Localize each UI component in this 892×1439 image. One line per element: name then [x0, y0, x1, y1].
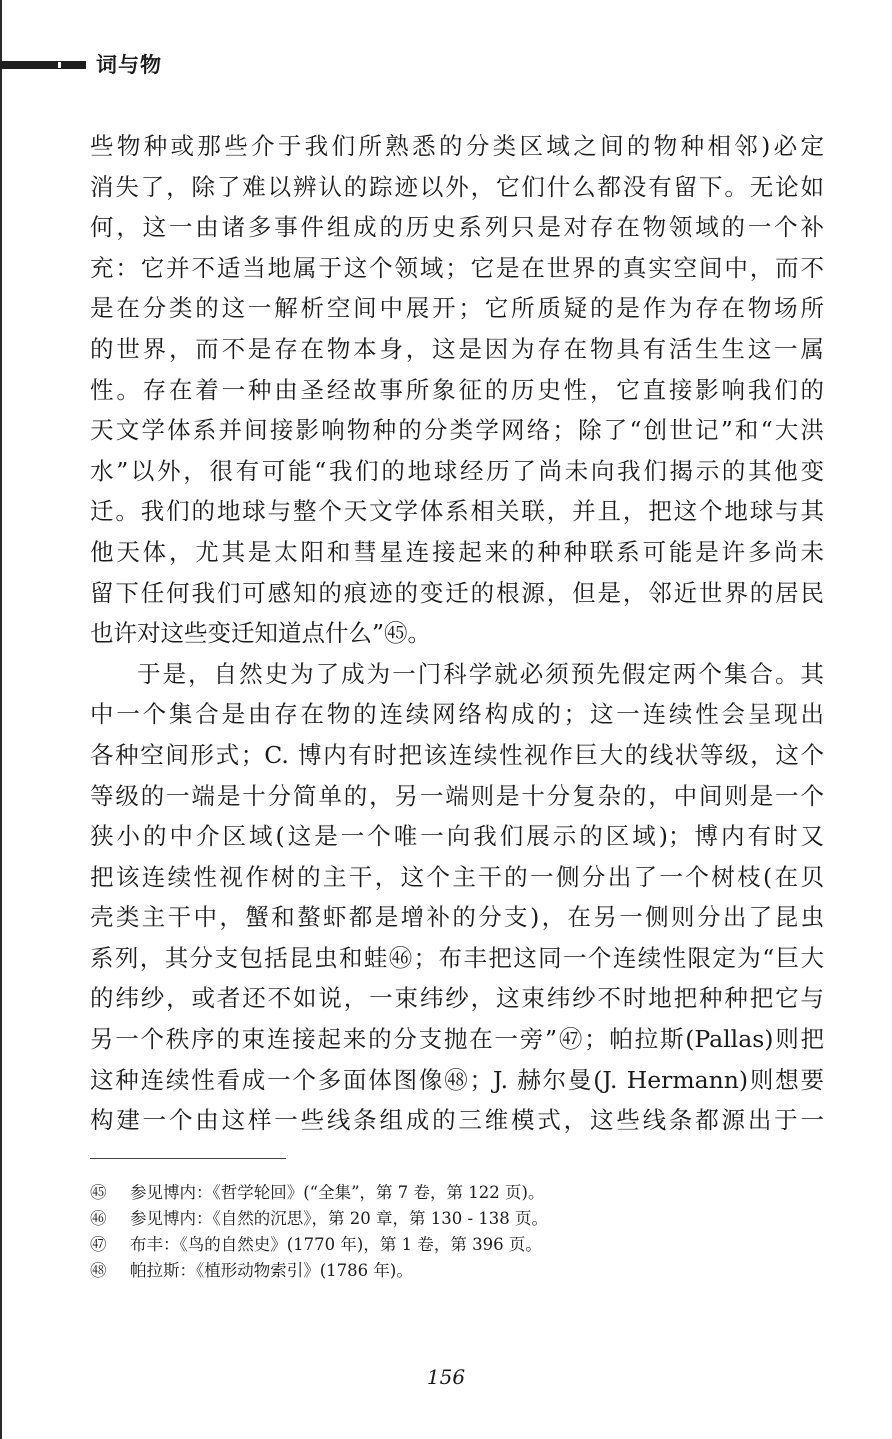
footnote-separator	[90, 1158, 286, 1159]
text-line: 的纬纱，或者还不如说，一束纬纱，这束纬纱不时地把种种把它与	[90, 984, 824, 1013]
footnote	[90, 1180, 824, 1206]
text-line: 这种连续性看成一个多面体图像㊽；J. 赫尔曼(J. Hermann)则想要	[90, 1065, 824, 1094]
footnote	[90, 1206, 824, 1232]
book-title: 词与物	[96, 53, 162, 77]
text-line: 把该连续性视作树的主干，这个主干的一侧分出了一个树枝(在贝	[90, 862, 824, 891]
text-line: 中一个集合是由存在物的连续网络构成的；这一连续性会呈现出	[90, 700, 824, 729]
text-line: 构建一个由这样一些线条组成的三维模式，这些线条都源出于一	[90, 1106, 824, 1135]
text-line: 壳类主干中，蟹和螯虾都是增补的分支)，在另一侧则分出了昆虫	[90, 903, 824, 932]
text-line: 狭小的中介区域(这是一个唯一向我们展示的区域)；博内有时又	[90, 822, 824, 851]
text-line: 消失了，除了难以辨认的踪迹以外，它们什么都没有留下。无论如	[90, 172, 824, 201]
text-line: 是在分类的这一解析空间中展开；它所质疑的是作为存在物场所	[90, 294, 824, 323]
footnote-text: 布丰：《鸟的自然史》(1770 年)，第 1 卷，第 396 页。	[130, 1235, 542, 1254]
text-line: 的世界，而不是存在物本身，这是因为存在物具有活生生这一属	[90, 334, 824, 363]
text-line: 另一个秩序的束连接起来的分支抛在一旁”㊼；帕拉斯(Pallas)则把	[90, 1025, 824, 1054]
text-line: 充：它并不适当地属于这个领域；它是在世界的真实空间中，而不	[90, 253, 824, 282]
paragraph-first-line: 于是，自然史为了成为一门科学就必须预先假定两个集合。其	[137, 659, 824, 688]
text-line: 等级的一端是十分简单的，另一端则是十分复杂的，中间则是一个	[90, 781, 824, 810]
text-line: 何，这一由诸多事件组成的历史系列只是对存在物领域的一个补	[90, 213, 824, 242]
footnote-text: 帕拉斯：《植形动物索引》(1786 年)。	[130, 1261, 413, 1280]
footnote-number: ㊺	[90, 1183, 107, 1202]
footnote-text: 参见博内：《哲学轮回》(“全集”，第 7 卷，第 122 页)。	[130, 1183, 545, 1202]
footnote-number: ㊽	[90, 1261, 107, 1280]
text-line: 天文学体系并间接影响物种的分类学网络；除了“创世记”和“大洪	[90, 416, 824, 445]
page-number: 156	[426, 1365, 466, 1389]
text-line: 留下任何我们可感知的痕迹的变迁的根源，但是，邻近世界的居民	[90, 578, 824, 607]
text-line: 性。存在着一种由圣经故事所象征的历史性，它直接影响我们的	[90, 375, 824, 404]
footnote-number: ㊻	[90, 1209, 107, 1228]
footnote-number: ㊼	[90, 1235, 107, 1254]
text-line: 迁。我们的地球与整个天文学体系相关联，并且，把这个地球与其	[90, 497, 824, 526]
text-line: 水”以外，很有可能“我们的地球经历了尚未向我们揭示的其他变	[90, 456, 824, 485]
text-line: 各种空间形式；C. 博内有时把该连续性视作巨大的线状等级，这个	[90, 740, 824, 769]
footnotes	[90, 1180, 824, 1284]
text-line: 系列，其分支包括昆虫和蛙㊻；布丰把这同一个连续性限定为“巨大	[90, 943, 824, 972]
running-header	[0, 50, 400, 80]
footnote	[90, 1232, 824, 1258]
page-left-edge-rule	[0, 0, 2, 1439]
header-decorative-bar	[0, 61, 86, 69]
footnote	[90, 1258, 824, 1284]
text-line: 些物种或那些介于我们所熟悉的分类区域之间的物种相邻)必定	[90, 132, 824, 160]
text-line: 他天体，尤其是太阳和彗星连接起来的种种联系可能是许多尚未	[90, 537, 824, 566]
footnote-text: 参见博内：《自然的沉思》，第 20 章，第 130 - 138 页。	[130, 1209, 549, 1228]
body-text	[90, 126, 824, 1141]
text-line: 也许对这些变迁知道点什么”㊺。	[90, 619, 432, 648]
